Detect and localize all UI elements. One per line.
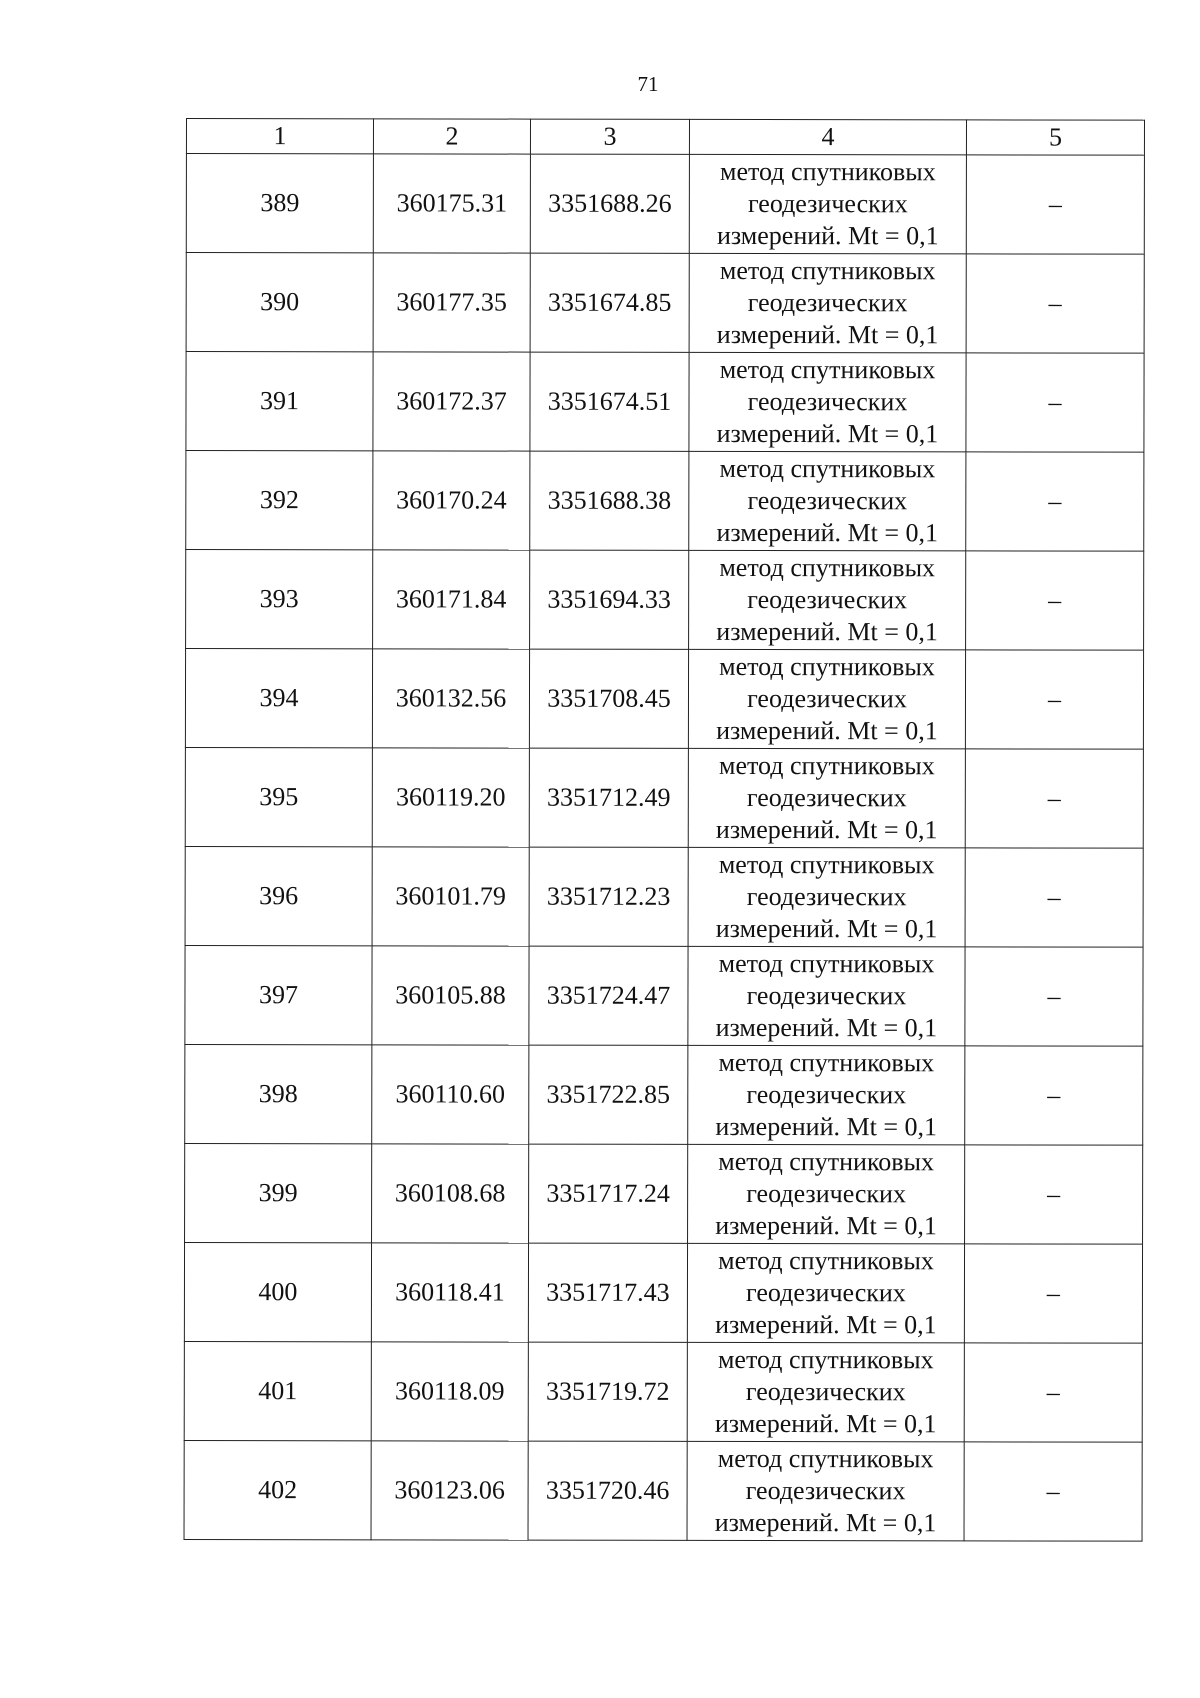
point-number: 389 xyxy=(186,154,373,253)
table-row xyxy=(186,253,1144,354)
coordinate-x: 360110.60 xyxy=(372,1045,529,1144)
method-line: измерений. Mt = 0,1 xyxy=(716,319,939,350)
method-line: метод спутниковых xyxy=(719,552,936,583)
table-row xyxy=(186,154,1144,255)
method-line: измерений. Mt = 0,1 xyxy=(714,1507,937,1538)
table-body xyxy=(184,154,1144,1542)
coordinate-y: 3351717.43 xyxy=(528,1243,687,1342)
point-number: 401 xyxy=(184,1341,371,1440)
method-description xyxy=(688,649,965,748)
method-line: геодезических xyxy=(747,584,908,615)
coordinate-y: 3351694.33 xyxy=(530,550,689,649)
column-header-4: 4 xyxy=(689,119,966,154)
table-row xyxy=(185,649,1143,750)
method-line: метод спутниковых xyxy=(719,255,936,286)
point-number: 395 xyxy=(185,747,372,846)
column-header-5: 5 xyxy=(966,120,1144,155)
coordinate-y: 3351712.49 xyxy=(529,748,688,847)
method-line: измерений. Mt = 0,1 xyxy=(715,913,938,944)
method-description xyxy=(689,550,966,649)
note: – xyxy=(966,254,1144,353)
coordinate-x: 360108.68 xyxy=(372,1144,529,1243)
coordinate-y: 3351688.38 xyxy=(530,451,689,550)
method-line: геодезических xyxy=(746,782,907,813)
method-description xyxy=(688,847,965,946)
page-number: 71 xyxy=(637,72,659,96)
method-line: геодезических xyxy=(747,683,907,714)
method-line: метод спутниковых xyxy=(717,1443,934,1474)
table-row xyxy=(185,846,1143,947)
method-line: метод спутниковых xyxy=(718,948,935,979)
coordinate-x: 360171.84 xyxy=(373,550,530,649)
method-description xyxy=(689,154,966,253)
note: – xyxy=(965,749,1143,848)
note: – xyxy=(964,1343,1142,1442)
note: – xyxy=(965,947,1143,1046)
point-number: 398 xyxy=(185,1044,372,1143)
method-line: геодезических xyxy=(745,1475,906,1506)
method-line: геодезических xyxy=(747,386,908,417)
method-line: измерений. Mt = 0,1 xyxy=(716,715,938,746)
method-line: геодезических xyxy=(746,1178,907,1209)
coordinate-x: 360105.88 xyxy=(372,946,529,1045)
coordinates-table xyxy=(184,118,1145,1542)
note: – xyxy=(964,1442,1142,1541)
coordinate-x: 360132.56 xyxy=(372,649,529,748)
method-line: метод спутниковых xyxy=(718,750,935,781)
table-row xyxy=(185,1044,1143,1145)
method-line: метод спутниковых xyxy=(719,453,936,484)
column-header-3: 3 xyxy=(530,119,689,154)
method-line: геодезических xyxy=(746,1277,906,1308)
method-description xyxy=(687,1243,964,1342)
point-number: 394 xyxy=(185,649,372,748)
point-number: 392 xyxy=(186,451,373,550)
method-description xyxy=(687,1441,964,1540)
table-row xyxy=(184,1440,1142,1541)
method-line: измерений. Mt = 0,1 xyxy=(715,1309,937,1340)
note: – xyxy=(965,1046,1143,1145)
table-header xyxy=(186,119,1144,156)
coordinate-x: 360119.20 xyxy=(372,748,529,847)
coordinate-x: 360170.24 xyxy=(373,451,530,550)
method-description xyxy=(689,253,966,352)
method-line: измерений. Mt = 0,1 xyxy=(714,1408,937,1439)
coordinate-y: 3351674.85 xyxy=(530,253,689,352)
method-line: геодезических xyxy=(745,1376,906,1407)
note: – xyxy=(966,353,1144,452)
method-line: метод спутниковых xyxy=(718,1146,935,1177)
method-line: метод спутниковых xyxy=(717,1344,934,1375)
table-header-row xyxy=(186,119,1144,156)
method-line: измерений. Mt = 0,1 xyxy=(715,1111,938,1142)
coordinate-y: 3351674.51 xyxy=(530,352,689,451)
note: – xyxy=(966,551,1144,650)
point-number: 393 xyxy=(186,550,373,649)
coordinate-y: 3351724.47 xyxy=(529,946,688,1045)
coordinate-y: 3351712.23 xyxy=(529,847,688,946)
note: – xyxy=(965,650,1143,749)
method-line: измерений. Mt = 0,1 xyxy=(716,517,939,548)
note: – xyxy=(964,1244,1142,1343)
coordinate-y: 3351717.24 xyxy=(529,1144,688,1243)
note: – xyxy=(966,452,1144,551)
table-row xyxy=(185,747,1143,848)
note: – xyxy=(965,1145,1143,1244)
table-row xyxy=(184,1341,1142,1442)
method-line: измерений. Mt = 0,1 xyxy=(715,1012,938,1043)
method-line: измерений. Mt = 0,1 xyxy=(716,418,939,449)
coordinate-y: 3351708.45 xyxy=(529,649,688,748)
point-number: 400 xyxy=(184,1242,371,1341)
method-line: геодезических xyxy=(747,485,908,516)
coordinate-y: 3351719.72 xyxy=(528,1342,687,1441)
method-line: метод спутниковых xyxy=(719,354,936,385)
method-line: измерений. Mt = 0,1 xyxy=(715,1210,937,1241)
coordinate-x: 360101.79 xyxy=(372,847,529,946)
point-number: 397 xyxy=(185,945,372,1044)
method-line: геодезических xyxy=(746,1079,907,1110)
coordinate-y: 3351688.26 xyxy=(530,154,689,253)
table-row xyxy=(184,1242,1142,1343)
coordinates-table-container xyxy=(186,118,1144,1540)
table-row xyxy=(186,451,1144,552)
coordinate-x: 360118.41 xyxy=(371,1243,528,1342)
method-line: метод спутниковых xyxy=(718,1047,935,1078)
method-description xyxy=(687,1342,964,1441)
coordinate-x: 360175.31 xyxy=(373,154,530,253)
method-description xyxy=(688,946,965,1045)
table-row xyxy=(186,352,1144,453)
column-header-2: 2 xyxy=(373,119,530,154)
column-header-1: 1 xyxy=(186,119,373,154)
coordinate-x: 360177.35 xyxy=(373,253,530,352)
point-number: 396 xyxy=(185,846,372,945)
method-line: метод спутниковых xyxy=(719,651,935,682)
point-number: 390 xyxy=(186,253,373,352)
method-line: геодезических xyxy=(747,188,908,219)
table-row xyxy=(186,550,1144,651)
coordinate-x: 360172.37 xyxy=(373,352,530,451)
method-description xyxy=(689,451,966,550)
point-number: 399 xyxy=(185,1143,372,1242)
coordinate-y: 3351720.46 xyxy=(528,1441,687,1540)
table-row xyxy=(185,945,1143,1046)
method-line: метод спутниковых xyxy=(720,156,936,187)
method-line: геодезических xyxy=(746,980,907,1011)
coordinate-y: 3351722.85 xyxy=(529,1045,688,1144)
method-line: геодезических xyxy=(747,287,908,318)
method-description xyxy=(689,352,966,451)
note: – xyxy=(965,848,1143,947)
method-line: измерений. Mt = 0,1 xyxy=(716,616,938,647)
note: – xyxy=(966,155,1144,254)
point-number: 391 xyxy=(186,352,373,451)
method-line: измерений. Mt = 0,1 xyxy=(715,814,938,845)
method-line: измерений. Mt = 0,1 xyxy=(716,220,939,251)
coordinate-x: 360123.06 xyxy=(371,1441,528,1540)
method-line: геодезических xyxy=(746,881,907,912)
table-row xyxy=(185,1143,1143,1244)
method-description xyxy=(688,748,965,847)
method-description xyxy=(688,1144,965,1243)
point-number: 402 xyxy=(184,1440,371,1539)
method-description xyxy=(688,1045,965,1144)
coordinate-x: 360118.09 xyxy=(371,1342,528,1441)
method-line: метод спутниковых xyxy=(718,1245,934,1276)
method-line: метод спутниковых xyxy=(718,849,935,880)
